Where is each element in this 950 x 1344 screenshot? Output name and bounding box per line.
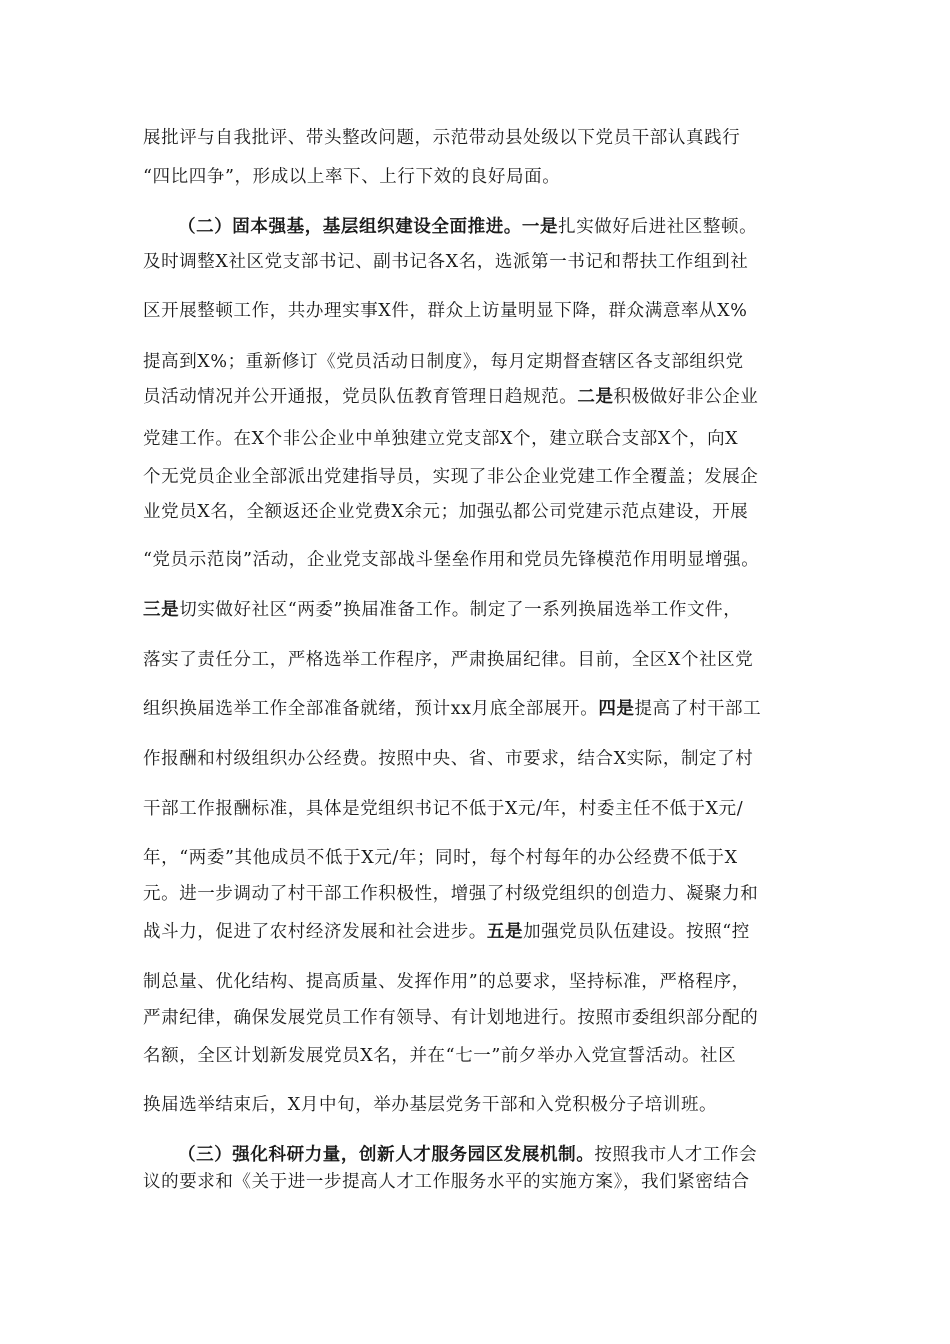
text-line: 及时调整X社区党支部书记、副书记各X名，选派第一书记和帮扶工作组到社	[143, 252, 749, 272]
enumeration-marker: 五是	[486, 922, 524, 942]
text-line	[143, 385, 813, 409]
enumeration-marker: 三是	[143, 600, 180, 620]
text-line: 换届选举结束后，X月中旬，举办基层党务干部和入党积极分子培训班。	[143, 1095, 718, 1115]
text-line: 年，“两委”其他成员不低于X元/年；同时，每个村每年的办公经费不低于X	[143, 848, 738, 868]
text-line: 制总量、优化结构、提高质量、发挥作用”的总要求，坚持标准，严格程序，	[143, 972, 750, 992]
text-line: 个无党员企业全部派出党建指导员，实现了非公企业党建工作全覆盖；发展企	[143, 467, 759, 487]
text-line: 干部工作报酬标准，具体是党组织书记不低于X元/年，村委主任不低于X元/	[143, 799, 744, 819]
enumeration-marker: 四是	[598, 699, 635, 719]
text-line	[143, 697, 813, 721]
text-line: 区开展整顿工作，共办理实事X件，群众上访量明显下降，群众满意率从X%	[143, 301, 748, 321]
section-heading-3	[178, 1143, 813, 1167]
text-run: 提高了村干部工	[634, 699, 762, 719]
text-run: 组织换届选举工作全部准备就绪，预计xx月底全部展开。	[143, 699, 599, 719]
text-line: 议的要求和《关于进一步提高人才工作服务水平的实施方案》，我们紧密结合	[143, 1172, 750, 1192]
section-heading-2	[178, 215, 813, 239]
text-run: 加强党员队伍建设。按照“控	[523, 922, 750, 942]
text-line	[143, 598, 813, 622]
text-line: “党员示范岗”活动，企业党支部战斗堡垒作用和党员先锋模范作用明显增强。	[143, 550, 760, 570]
text-line: 提高到X%；重新修订《党员活动日制度》，每月定期督查辖区各支部组织党	[143, 352, 744, 372]
text-run: 切实做好社区“两委”换届准备工作。制定了一系列换届选举工作文件，	[179, 600, 742, 620]
text-run: 员活动情况并公开通报，党员队伍教育管理日趋规范。	[143, 387, 578, 407]
text-run: 扎实做好后进社区整顿。	[558, 217, 758, 237]
text-line: 名额，全区计划新发展党员X名，并在“七一”前夕举办入党宣誓活动。社区	[143, 1046, 737, 1066]
text-line: “四比四争”，形成以上率下、上行下效的良好局面。	[143, 167, 561, 187]
section-heading-text: （三）强化科研力量，创新人才服务园区发展机制。	[178, 1145, 595, 1165]
text-line: 落实了责任分工，严格选举工作程序，严肃换届纪律。目前，全区X个社区党	[143, 650, 754, 670]
enumeration-marker: 一是	[521, 217, 559, 237]
enumeration-marker: 二是	[577, 387, 614, 407]
text-line	[143, 920, 813, 944]
text-run: 积极做好非公企业	[613, 387, 759, 407]
text-run: 战斗力，促进了农村经济发展和社会进步。	[143, 922, 487, 942]
text-line: 严肃纪律，确保发展党员工作有领导、有计划地进行。按照市委组织部分配的	[143, 1008, 759, 1028]
text-line: 元。进一步调动了村干部工作积极性，增强了村级党组织的创造力、凝聚力和	[143, 884, 759, 904]
text-run: 按照我市人才工作会	[594, 1145, 758, 1165]
text-line: 党建工作。在X个非公企业中单独建立党支部X个，建立联合支部X个，向X	[143, 429, 739, 449]
text-line: 展批评与自我批评、带头整改问题，示范带动县处级以下党员干部认真践行	[143, 128, 741, 148]
section-heading-text: （二）固本强基，基层组织建设全面推进。	[178, 217, 522, 237]
text-line: 作报酬和村级组织办公经费。按照中央、省、市要求，结合X实际，制定了村	[143, 749, 754, 769]
text-line: 业党员X名，全额返还企业党费X余元；加强弘都公司党建示范点建设，开展	[143, 502, 749, 522]
